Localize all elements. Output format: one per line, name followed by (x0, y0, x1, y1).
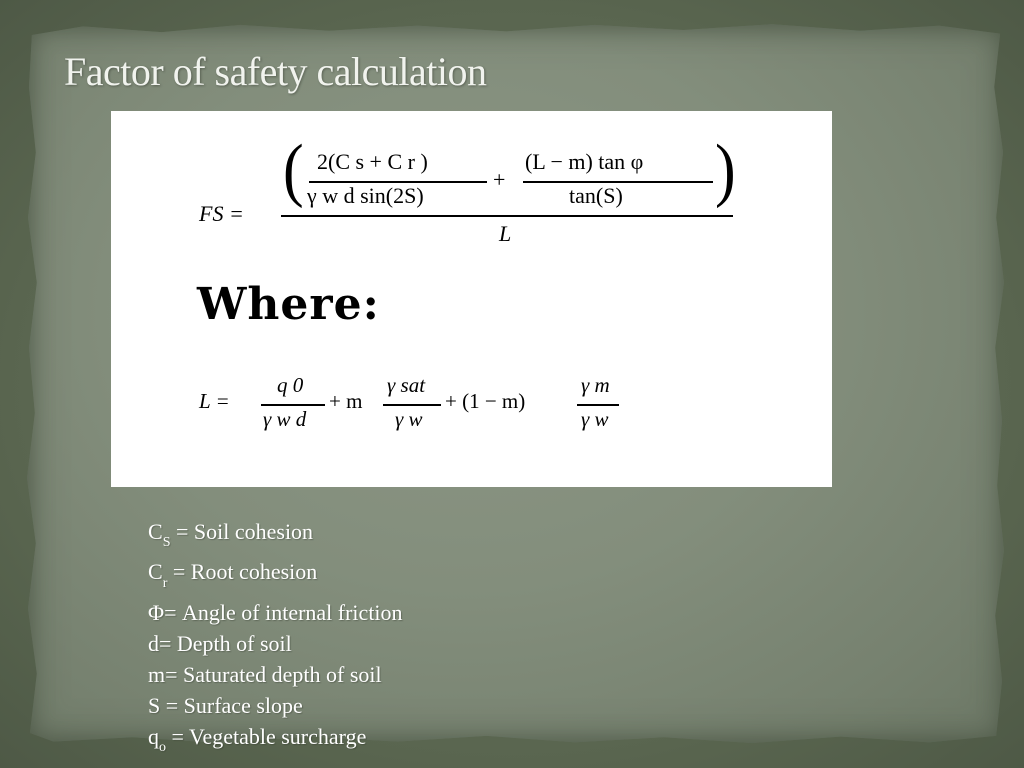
formula-image (111, 111, 832, 487)
fs-denominator: L (499, 221, 512, 246)
fs-term1-numerator: 2(C s + C r ) (317, 149, 428, 174)
definition-symbol: q (148, 723, 159, 749)
slide-title: Factor of safety calculation (64, 49, 487, 94)
definition-symbol: C (148, 519, 163, 544)
l-term1-denominator: γ w d (263, 407, 307, 431)
fs-term2-denominator: tan(S) (569, 183, 623, 208)
definition-text: = Vegetable surcharge (166, 723, 367, 749)
fs-plus: + (493, 167, 506, 192)
definition-internal-friction (148, 597, 403, 628)
definition-text: = Angle of internal friction (164, 599, 403, 625)
l-term3-numerator: γ m (581, 373, 610, 397)
fs-label: FS = (199, 201, 244, 226)
l-term2-numerator: γ sat (387, 373, 426, 397)
left-paren: ( (283, 130, 304, 210)
definition-subscript: o (159, 740, 166, 756)
definition-text: = Soil cohesion (170, 519, 314, 544)
definition-symbol: d (148, 630, 159, 656)
l-term2-fraction-bar (383, 404, 441, 406)
definition-symbol: S (148, 692, 161, 718)
definition-soil-depth (148, 628, 403, 659)
l-term2-denominator: γ w (395, 407, 423, 431)
definitions-list (148, 516, 403, 761)
l-term1-numerator: q 0 (277, 373, 304, 397)
l-term3-denominator: γ w (581, 407, 609, 431)
l-term3-fraction-bar (577, 404, 619, 406)
definition-symbol: m (148, 661, 166, 687)
definition-text: = Root cohesion (167, 559, 318, 585)
fs-term1-denominator: γ w d sin(2S) (307, 183, 424, 208)
definition-text: = Saturated depth of soil (165, 661, 382, 687)
definition-surface-slope (148, 690, 403, 721)
right-paren: ) (715, 130, 736, 210)
definition-subscript: r (162, 575, 168, 591)
l-term1-fraction-bar (261, 404, 325, 406)
definition-root-cohesion (148, 556, 403, 596)
fs-term2-numerator: (L − m) tan φ (525, 149, 644, 174)
definition-saturated-depth (148, 659, 403, 690)
l-plus-m: + m (329, 389, 363, 413)
definition-text: = Surface slope (160, 692, 303, 718)
definition-text: = Depth of soil (159, 630, 292, 656)
definition-symbol: C (148, 559, 163, 585)
definition-soil-cohesion (148, 516, 403, 556)
definition-vegetable-surcharge (148, 721, 403, 761)
definition-symbol: Φ (148, 599, 165, 625)
fs-main-fraction-bar (281, 215, 733, 217)
l-label: L = (199, 389, 230, 413)
definition-subscript: S (162, 535, 171, 551)
where-heading: Where: (197, 279, 380, 330)
l-plus-one-minus-m: + (1 − m) (445, 389, 526, 413)
